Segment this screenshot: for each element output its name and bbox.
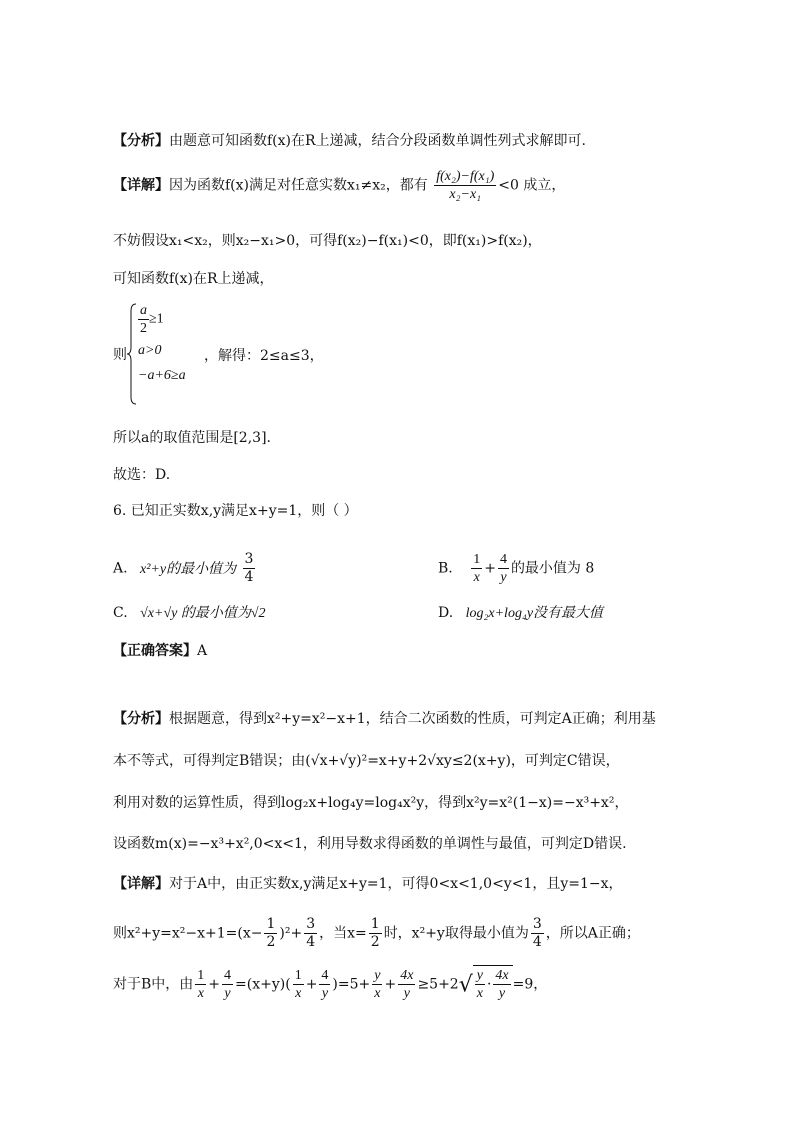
analysis-text: 由题意可知函数f(x)在R上递减，结合分段函数单调性列式求解即可. <box>169 133 586 149</box>
l3-frac-4y-b <box>319 967 330 1002</box>
l3-f7-num: y <box>476 968 483 983</box>
detail2-l3-b: =(x+y)( <box>235 976 291 993</box>
decreasing-line: 可知函数f(x)在R上递减， <box>113 271 274 287</box>
frac4-num: 3 <box>532 916 542 932</box>
option-a-label: A. <box>113 560 128 577</box>
frac1-num: 1 <box>266 916 276 932</box>
range-line: 所以a的取值范围是[2,3]. <box>113 430 271 446</box>
row1-numerator: a <box>140 303 147 318</box>
frac2-num: 3 <box>306 916 316 932</box>
detail2-l3-c: )=5+ <box>332 976 371 993</box>
analysis2-line-4: 设函数m(x)=−x³+x²,0<x<1，利用导数求得函数的单调性与最值，可判定D错误. <box>113 836 627 852</box>
row1-rest: ≥1 <box>149 311 164 327</box>
detail2-l2-b: )²+ <box>279 925 303 942</box>
analysis2-text-1: 根据题意，得到x²+y=x²−x+1，结合二次函数的性质，可判定A正确；利用基 <box>169 711 656 727</box>
detail2-l2-frac1 <box>264 916 277 951</box>
sqrt-radicand: $\frac{y}{x}$ · $\frac{4x}{y}$ <box>473 965 513 1002</box>
option-b-num-1: 1 <box>473 552 481 567</box>
question-6-stem: 6. 已知正实数x,y满足x+y=1，则（ ） <box>113 503 358 519</box>
l3-f2-num: 4 <box>224 968 232 983</box>
detail2-l2-d: 时，x²+y取得最小值为 <box>383 925 529 942</box>
l3-frac-1x-b <box>293 967 304 1002</box>
detail-fraction <box>434 168 496 203</box>
l3-f3-num: 1 <box>294 968 302 983</box>
l3-frac-1x <box>195 967 206 1002</box>
option-d <box>438 603 603 624</box>
l3-frac-4xy <box>398 967 415 1002</box>
option-b <box>438 551 594 586</box>
detail-text-b: <0 成立， <box>498 177 566 194</box>
l3-f4-den: y <box>321 986 329 1001</box>
frac4-den: 4 <box>532 934 542 950</box>
system-prefix: 则 <box>113 347 127 363</box>
detail2-line-1 <box>113 874 623 894</box>
answer-tag: 【正确答案】 <box>113 643 197 659</box>
option-b-rest: 的最小值为 8 <box>510 560 595 577</box>
detail2-l3-d: ≥5+2 <box>417 976 459 993</box>
detail2-line-2 <box>113 916 640 951</box>
option-b-den-1: x <box>473 570 480 585</box>
l3-frac-yx <box>372 967 382 1002</box>
detail2-l3-e: =9， <box>512 976 548 993</box>
detail2-l2-e: ，所以A正确； <box>545 925 640 942</box>
l3-f3-den: x <box>295 986 302 1001</box>
left-brace <box>127 303 137 405</box>
l3-frac-yx-2 <box>475 967 485 1002</box>
option-b-fraction-1 <box>471 551 482 586</box>
l3-frac-4xy-2 <box>493 967 510 1002</box>
detail-text-a: 因为函数f(x)满足对任意实数x₁≠x₂，都有 <box>169 177 428 194</box>
detail2-l2-frac3 <box>369 916 382 951</box>
option-b-den-2: y <box>500 570 507 585</box>
option-d-expr: log₂x+log₄y没有最大值 <box>465 606 604 621</box>
l3-f5-num: y <box>374 968 381 983</box>
system-row-3: −a+6≥a <box>138 368 186 383</box>
answer-value: A <box>197 643 208 659</box>
detail2-l2-frac2 <box>304 916 317 951</box>
fraction-numerator: f(x₂)−f(x₁) <box>436 169 495 184</box>
answer-line <box>113 641 207 661</box>
l3-f6-num: 4x <box>400 968 414 983</box>
l3-f5-den: x <box>374 986 381 1001</box>
system-row-1 <box>138 302 164 337</box>
option-d-label: D. <box>438 605 454 621</box>
analysis-line-1 <box>113 131 586 151</box>
frac1-den: 2 <box>266 934 276 950</box>
analysis2-tag: 【分析】 <box>113 711 169 727</box>
option-a-expr: x²+y的最小值为 <box>140 561 237 577</box>
row1-fraction <box>138 302 149 337</box>
option-a-denominator: 4 <box>244 569 254 585</box>
l3-f8-num: 4x <box>495 968 509 983</box>
detail2-l3-a: 对于B中，由 <box>113 976 194 993</box>
detail2-line-3: 对于B中，由 $\frac{1}{x}$ + $\frac{4}{y}$ =(x+y)( $\frac{1}{x}$ + $\frac{4}{y}$ )=5+ $\frac{y}{x}$ + $\frac{4x}{y}$ ≥5+2√ $\frac{y}{x}$ · $\frac{4x}{y}$ =9， <box>113 965 547 1002</box>
l3-f1-num: 1 <box>197 968 205 983</box>
choose-line: 故选：D. <box>113 467 171 483</box>
detail2-l2-frac4 <box>531 916 544 951</box>
detail2-text-1: 对于A中，由正实数x,y满足x+y=1，可得0<x<1,0<y<1，且y=1−x， <box>169 876 623 892</box>
option-c <box>113 603 266 624</box>
option-c-label: C. <box>113 605 128 621</box>
l3-frac-4y <box>222 967 233 1002</box>
l3-f6-den: y <box>403 986 410 1001</box>
row1-denominator: 2 <box>140 321 147 336</box>
l3-f1-den: x <box>197 986 204 1001</box>
l3-f8-den: y <box>498 986 506 1001</box>
frac3-den: 2 <box>370 934 380 950</box>
option-b-num-2: 4 <box>499 552 507 567</box>
fraction-denominator: x₂−x₁ <box>449 187 482 202</box>
l3-f2-den: y <box>224 986 231 1001</box>
detail2-l2-a: 则x²+y=x²−x+1=(x− <box>113 925 263 942</box>
option-b-label: B. <box>438 560 453 577</box>
sqrt-sign: √ <box>458 972 473 998</box>
system-row-2: a>0 <box>138 343 162 358</box>
frac3-num: 1 <box>370 916 380 932</box>
detail-tag: 【详解】 <box>113 177 169 194</box>
detail-line-1 <box>113 168 565 203</box>
detail2-l2-c: ，当x= <box>319 925 367 942</box>
analysis2-line-1 <box>113 709 656 729</box>
assume-line: 不妨假设x₁<x₂，则x₂−x₁>0，可得f(x₂)−f(x₁)<0，即f(x₁)>f(x₂)， <box>113 233 542 249</box>
system-solve: ，解得：2≤a≤3， <box>204 348 324 364</box>
frac2-den: 4 <box>306 934 316 950</box>
option-a-numerator: 3 <box>244 551 254 567</box>
detail2-tag: 【详解】 <box>113 876 169 892</box>
l3-f7-den: x <box>476 986 483 1001</box>
analysis2-line-2: 本不等式，可得判定B错误；由(√x+√y)²=x+y+2√xy≤2(x+y)，可判定C错误， <box>113 753 620 769</box>
analysis2-line-3: 利用对数的运算性质，得到log₂x+log₄y=log₄x²y，得到x²y=x²(1−x)=−x³+x²， <box>113 795 629 811</box>
option-b-plus: + <box>484 560 496 577</box>
option-a <box>113 551 257 586</box>
l3-f4-num: 4 <box>321 968 329 983</box>
option-b-fraction-2 <box>498 551 509 586</box>
option-c-expr: √x+√y 的最小值为√2 <box>140 606 266 621</box>
option-a-fraction <box>243 551 256 586</box>
analysis-tag: 【分析】 <box>113 133 169 149</box>
